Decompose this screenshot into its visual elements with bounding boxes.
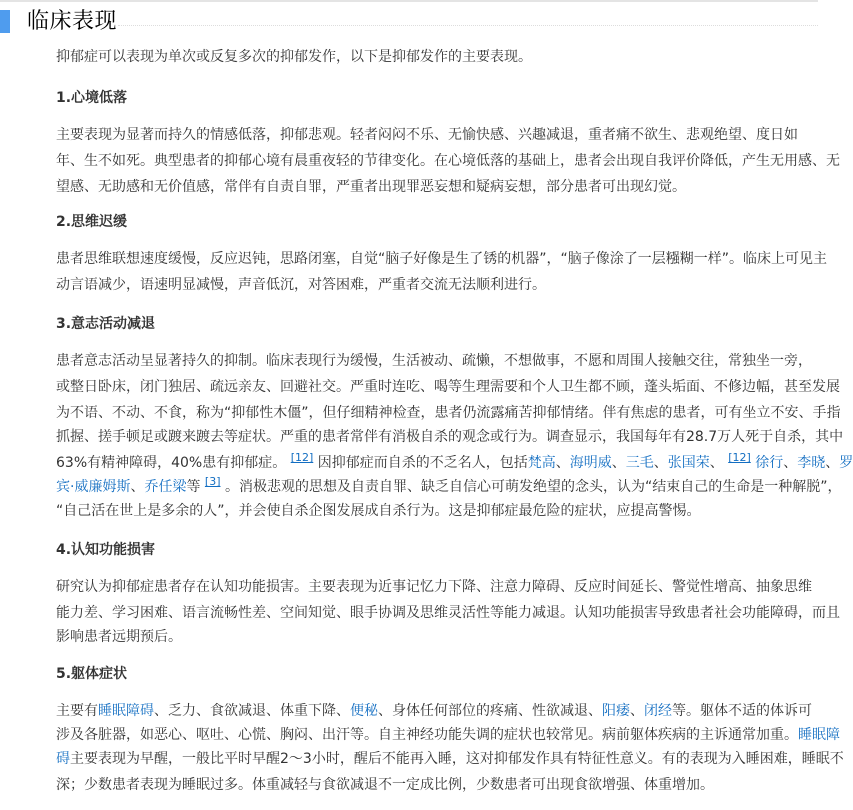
- link-xuxing[interactable]: 徐行: [755, 455, 784, 471]
- volition-line-5b: 因抑郁症而自杀的不乏名人，包括: [317, 455, 528, 471]
- somatic-line-4: 深；少数患者表现为睡眠过多。体重减轻与食欲减退不一定成比例，少数患者可出现食欲增强、体重增加。: [56, 777, 714, 793]
- somatic-line-2: [56, 722, 840, 748]
- heading-mood: 1.心境低落: [56, 90, 128, 106]
- link-sleep-disorder-2-cont[interactable]: 碍: [56, 751, 70, 767]
- somatic-line-1b: 、乏力、食欲减退、体重下降、: [154, 703, 350, 719]
- separator: 、: [630, 703, 644, 719]
- citation-3[interactable]: [3]: [204, 475, 221, 488]
- somatic-line-1a: 主要有: [56, 703, 98, 719]
- link-lixiao[interactable]: 李晓: [797, 455, 826, 471]
- intro-paragraph: 抑郁症可以表现为单次或反复多次的抑郁发作，以下是抑郁发作的主要表现。: [56, 49, 532, 65]
- link-robin-williams[interactable]: 宾·威廉姆斯: [56, 479, 131, 495]
- heading-cognition: 4.认知功能损害: [56, 542, 156, 558]
- volition-line-7: “自己活在世上是多余的人”，并会使自杀企图发展成自杀行为。这是抑郁症最危险的症状，应提高警惕。: [56, 503, 701, 519]
- heading-volition: 3.意志活动减退: [56, 316, 156, 332]
- link-zhangguorong[interactable]: 张国荣: [667, 455, 710, 471]
- somatic-line-1c: 、身体任何部位的疼痛、性欲减退、: [378, 703, 602, 719]
- mood-line-2-text: 年、生不如死。典型患者的抑郁心境有晨重夜轻的节律变化。在心境低落的基础上，患者会出现自我评价降低，产生无用感、无: [56, 153, 840, 169]
- link-constipation[interactable]: 便秘: [350, 703, 378, 719]
- citation-12-a[interactable]: [12]: [290, 451, 314, 464]
- separator: 、: [709, 455, 724, 471]
- section-accent-bar: [0, 10, 10, 33]
- section-header: [0, 4, 818, 36]
- section-title: 临床表现: [27, 9, 118, 34]
- mood-line-1: 主要表现为显著而持久的情感低落，抑郁悲观。轻者闷闷不乐、无愉快感、兴趣减退，重者痛不欲生、悲观绝望、度日如: [56, 127, 798, 143]
- volition-line-6b: 。消极悲观的思想及自责自罪、缺乏自信心可萌发绝望的念头，认为“结束自己的生命是一种解脱”，: [224, 479, 842, 495]
- volition-line-2: 或整日卧床，闭门独居、疏远亲友、回避社交。严重时连吃、喝等生理需要和个人卫生都不顾，蓬头垢面、不修边幅，甚至发展: [56, 379, 840, 395]
- link-sleep-disorder[interactable]: 睡眠障碍: [98, 703, 154, 719]
- separator: 、: [825, 455, 840, 471]
- mood-line-3: 望感、无助感和无价值感，常伴有自责自罪，严重者出现罪恶妄想和疑病妄想，部分患者可出现幻觉。: [56, 179, 686, 195]
- mood-line-2: [56, 148, 840, 174]
- link-sanmao[interactable]: 三毛: [625, 455, 654, 471]
- separator: 、: [611, 455, 626, 471]
- somatic-line-1: [56, 698, 826, 724]
- volition-line-3: 为不语、不动、不食，称为“抑郁性木僵”，但仔细精神检查，患者仍流露痛苦抑郁情绪。伴有焦虑的患者，可有坐立不安、手指: [56, 405, 841, 421]
- thinking-line-1: 患者思维联想速度缓慢，反应迟钝，思路闭塞，自觉“脑子好像是生了锈的机器”，“脑子像涂了一层糨糊一样”。临床上可见主: [56, 251, 828, 267]
- link-sleep-disorder-2[interactable]: 睡眠障: [798, 727, 840, 743]
- heading-thinking: 2.思维迟缓: [56, 214, 128, 230]
- volition-line-5a: 63%有精神障碍，40%患有抑郁症。: [56, 455, 287, 471]
- thinking-line-2: 动言语减少，语速明显减慢，声音低沉，对答困难，严重者交流无法顺利进行。: [56, 277, 546, 293]
- top-divider: [0, 0, 818, 2]
- volition-line-6: [56, 474, 842, 501]
- somatic-line-3-text: 主要表现为早醒，一般比平时早醒2～3小时，醒后不能再入睡，这对抑郁发作具有特征性意义。有的表现为入睡困难，睡眠不: [70, 751, 844, 767]
- link-amenorrhea[interactable]: 闭经: [644, 703, 672, 719]
- somatic-line-3: [56, 746, 844, 772]
- separator: 、: [130, 479, 145, 495]
- separator: 、: [555, 455, 570, 471]
- section-title-rule: [118, 25, 818, 26]
- citation-12-b[interactable]: [12]: [728, 451, 751, 464]
- link-qiaorenliang[interactable]: 乔任梁: [144, 479, 187, 495]
- cognition-line-3: 影响患者远期预后。: [56, 629, 182, 645]
- link-impotence[interactable]: 阳痿: [602, 703, 630, 719]
- volition-line-6a: 等: [186, 479, 201, 495]
- link-haimingwei[interactable]: 海明威: [569, 455, 612, 471]
- heading-somatic: 5.躯体症状: [56, 666, 128, 682]
- link-robin-start[interactable]: 罗: [839, 455, 853, 471]
- cognition-line-1: 研究认为抑郁症患者存在认知功能损害。主要表现为近事记忆力下降、注意力障碍、反应时间延长、警觉性增高、抽象思维: [56, 579, 812, 595]
- somatic-line-1d: 等。躯体不适的体诉可: [672, 703, 812, 719]
- separator: 、: [653, 455, 668, 471]
- link-fangao[interactable]: 梵高: [527, 455, 556, 471]
- volition-line-5: [56, 450, 853, 477]
- volition-line-4: 抓握、搓手顿足或踱来踱去等症状。严重的患者常伴有消极自杀的观念或行为。调查显示，我国每年有28.7万人死于自杀，其中: [56, 429, 844, 445]
- volition-line-1: 患者意志活动呈显著持久的抑制。临床表现行为缓慢，生活被动、疏懒，不想做事，不愿和周围人接触交往，常独坐一旁，: [56, 353, 812, 369]
- separator: 、: [783, 455, 798, 471]
- cognition-line-2: 能力差、学习困难、语言流畅性差、空间知觉、眼手协调及思维灵活性等能力减退。认知功能损害导致患者社会功能障碍，而且: [56, 605, 840, 621]
- somatic-line-2-text: 涉及各脏器，如恶心、呕吐、心慌、胸闷、出汗等。自主神经功能失调的症状也较常见。病前躯体疾病的主诉通常加重。: [56, 727, 798, 743]
